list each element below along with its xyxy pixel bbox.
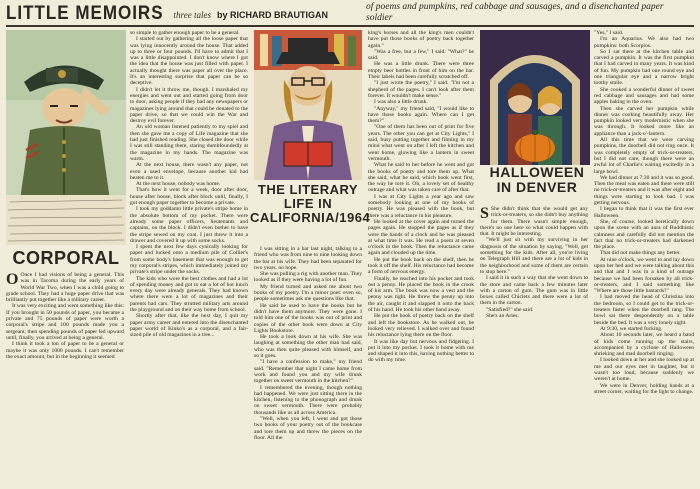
col4-para-6: All this time that we were carving pumpkins, the doorbell did not ring once. It was completely empty of trick-or-treaters, but I did not care, though there were an awful lot of Charlie's waiting excitedly in a large bowl. [594, 137, 694, 175]
header-deck: of poems and pumpkins, red cabbage and sausages, and a disenchanted paper soldier [366, 2, 664, 23]
col2-para-6: "I have a confession to make," my friend said. "Remember that night I came home from work and found you and my wife drunk together on sweet vermouth in the kitchen?" [254, 359, 362, 385]
col4-para-11: At nine o'clock, we went to and lay down upon her bed and we were talking about this and that and I was in a kind of outrage because we had been forsaken by all trick-or-treaters, and I said something like "Where are those little bastards?" [594, 256, 694, 295]
col1-para-5: At the next house, there wasn't any paper, not even a used envelope, because another kid had beaten me to it. [130, 162, 248, 181]
col4-para-13: At 9:30, we started fucking. [600, 325, 663, 332]
col3-para-13: He put the book of poetry back on the shelf and left the bookstore. As he walked out, he looked very relieved. I walked over and found his reluctance lying there on the floor. [368, 313, 474, 339]
col4-para-12: I had moved the head of Christina into the bedroom, so I could get to the trick-or-treaters faster when the doorbell rang. The bowl sat there despondently on a table beside the bed. It was a very lonely sight. [594, 294, 694, 326]
col4-para-4: She cooked a wonderful dinner of sweet red cabbage and sausages and had some apples baking in the oven. [594, 86, 694, 106]
col1-para-9: I spent the next few days cynically looking for paper and lucked onto a medium pile of Collier's from some body's basement that was enough to get my corporal's stripes, which immediately joined my private's stripe under the socks. [130, 244, 248, 276]
corporal-continued-column [130, 30, 248, 484]
literary-life-column-1 [254, 246, 362, 484]
col2-para-2: She was pulling a rig with another man. They looked as if they were having a lot of fun. [254, 271, 362, 284]
header-rule [6, 25, 694, 27]
col1-para-1: so simple to gather enough paper to be a general. [130, 30, 240, 36]
paper-soldier-illustration [6, 30, 126, 245]
col2-para-4: He said he used to have the books but he didn't have them anymore. They were gone. I told him one of the books was out of print and copies of the other book were down at City Lights Bookstore. [254, 302, 362, 334]
col3-para-2: "Was a free, but a few," I said. "What?" he said. [368, 48, 474, 62]
col1-para-4: An old woman listened patiently to my spiel and then she gave me a copy of Life magazine that she had just finished reading. She closed the door while I was still standing there, staring dumbfoundedly at the magazine in my hands. The magazine was warm. [130, 124, 248, 162]
halloween-column-1 [480, 206, 588, 484]
col3-para-3: He was a little drunk. There were three empty beer bottles in front of him on the bar. Their labels had been carefully scratched off. [368, 61, 474, 81]
page-header [6, 3, 328, 23]
col1-para-8: I took my goddamn little private's stripe home in the absolute bottom of my pocket. There were already some paper officers, lieutenants and captains, on the block. I didn't even bother to have the stripe sewed on my coat. I just threw it into a drawer and covered it up with some socks. [130, 206, 248, 244]
literary-life-title: THE LITERARY LIFE IN CALIFORNIA/1964 [250, 182, 371, 225]
col3-para-5: I was also a little drunk. [374, 99, 428, 106]
halloween-title: HALLOWEEN IN DENVER [489, 164, 585, 195]
halloween-para-5: She's an Aries. [486, 313, 519, 320]
col4-para-1: "Yes," I said. [594, 30, 624, 36]
col4-para-8: I began to think that it was the first ever Halloween. [594, 206, 694, 219]
col3-para-9: I was at City Lights a year ago and saw somebody looking at one of my books of poetry. He was pleased with the book, but there was a reluctance in his pleasure. [368, 193, 474, 219]
col1-para-10: The kids who wore the best clothes and had a lot of spending money and got to eat a lot of hot lunch every day were already generals. They had known where there were a lot of magazines and their parents had cars. They strutted military arts around the playground and on their way home from school. [130, 275, 248, 314]
halloween-para-3: I said it in such a way that she went down to the store and came back a few minutes later with a carton of gum. The gum was in little boxes called Chiclets and there were a lot of them in the carton. [480, 275, 588, 307]
col1-para-7: That's how it went for a week, door after door, house after house, block after block until, finally, I got enough paper together to become a private. [130, 187, 248, 207]
col4-para-9: She, of course, looked heretically down upon the scene with an aura of Buddhistic calmness and carefully did not mention the fact that no trick-or-treaters had darkened the place. [594, 218, 694, 251]
col4-para-2: I'm an Aquarius. We also had two pumpkins: both Scorpios. [594, 36, 694, 49]
corporal-para-1: Once I had visions of being a general. This was in Tacoma during the early years of World War Two, when I was a child going to grade school. They had a huge paper drive that was brilliantly put together like a military career. [6, 272, 124, 304]
col3-para-6: "Anyway," my friend said, "I would like to have those books again. Where can I get them?" [368, 105, 474, 125]
col3-para-14: It was like day but nervous and fidgeting. I put it into my pocket. I took it home with me and shaped it into this, having nothing better to do with my time. [368, 338, 474, 364]
article-subtitle: three tales [173, 10, 211, 20]
col4-para-10: That did not make things any better. [600, 250, 681, 257]
col2-para-1: I was sitting in a bar last night, talking to a friend who was from nine to nine looking down the bar at his wife. They had been separated for two years. no hope. [254, 246, 362, 271]
col4-para-3: So I sat there at the kitchen table and carved a pumpkin. It was the first pumpkin that I had carved in many years. It was kind of fun. My pumpkin had one round eye and one triangular eye and a narrow bright toothy smile. [594, 48, 694, 87]
col2-para-8: "Well, when you left, I went and got those two books of your poetry out of the bookcase and tore them up and threw the pieces on the floor. All the [254, 416, 362, 441]
col4-para-15: I looked down at her and she looked up at me and our eyes met in laughter, but it wasn't too loud, because suddenly we weren't at home. [594, 357, 694, 383]
author-byline: by RICHARD BRAUTIGAN [216, 10, 328, 20]
col3-para-10: He looked at the cover again and turned the pages again. He stopped the pages as if they were the hands of a clock and he was pleased at what time it was. He read a poem at seven o'clock in the book. Then the reluctance came again and clouded up the time. [368, 218, 474, 257]
col3-para-11: He put the book back on the shelf, then he took it off the shelf. His reluctance had become a form of nervous energy. [368, 256, 474, 276]
col3-para-7: "One of them has been out of print for five years. The other you can get at City Lights," I said, busy putting together and filming in my mind what went on after I left the kitchen and went home, glowing like a lantern in sweet vermouth. [368, 124, 474, 162]
drop-cap: O [6, 272, 19, 288]
pumpkin-couple-illustration [480, 30, 590, 165]
col3-para-12: Finally, he reached into his pocket and took out a penny. He placed the book in the crook of his arm. The book was now a vest and the penny was tight. He threw the penny up into the air, caught it and slapped it onto the back of his hand. He took his other hand away. [368, 275, 474, 314]
corporal-title: CORPORAL [12, 248, 120, 268]
col3-para-4: "I just wrote the poetry," I said. "I'm not a shepherd of the pages. I can't look after them forever. It wouldn't make sense." [368, 80, 474, 99]
corporal-column [6, 272, 124, 484]
corporal-para-3: I think it took a ton of paper to be a general or maybe it was only 1000 pounds. I can't remember the exact amount, but in the beginning it seemed [6, 341, 124, 360]
halloween-para-1: She didn't think that she would get any trick-or-treaters, so she didn't buy anything for them. There wasn't simple enough, there's no one here so what could happen with that. It might be interesting. [480, 206, 588, 238]
col3-para-1: king's horses and all the king's men couldn't have put those books of poetry back together again." [368, 30, 474, 49]
col4-para-16: We were in Denver, holding hands at a street corner, waiting for the light to change. [594, 382, 694, 395]
col2-para-7: I remembered the evening, though nothing had happened. We were just sitting there in the kitchen, listening to the phonograph and drunk on sweet vermouth. There were probably thousands like us all across America. [254, 384, 362, 416]
poet-illustration [254, 30, 362, 180]
drop-cap: S [480, 206, 489, 222]
article-title: LITTLE MEMOIRS [6, 1, 164, 24]
col1-para-11: Shortly after that, like the next day, I quit my paper army career and entered into the disenchanted paper world of Kinko's as a corporal, and a fair-sized pile of old magazines in a tree... [130, 313, 248, 339]
col2-para-5: He took a look down at his wife. She was laughing at something the other man had said, who was then quite pleased with himself, and so it goes. [254, 334, 362, 360]
col2-para-3: My friend turned and asked me about two books of my poetry. I'm a minor poet: even so, people sometimes ask me questions like that. [254, 283, 362, 303]
col4-para-7: We had dinner at 7:30 and it was so good. Then the meal was eaten and there were still no trick-or-treaters and it was after eight and things were starting to look bad. I was getting nervous. [594, 174, 694, 207]
halloween-para-4: "Satisfied?" she said. [486, 306, 534, 313]
col1-para-6: At the next house, nobody was home. [136, 181, 221, 188]
corporal-para-2: It was very exciting and went something like this: If you brought in 50 pounds of paper, you became a private and 75 pounds of paper were worth a corporal's stripe and 100 pounds made you a sergeant, then spending pounds of paper led upward until, finally, you arrived at being a general. [6, 303, 124, 341]
col1-para-2: I started out by gathering all the loose paper that was lying innocently around the house. That added up to three or four pounds. I'll have to admit that I was a little disappointed. I don't know where I got the idea that the house was just filled with paper. I actually thought there was paper all over the place. It's an interesting surprise that paper can be so deceptive. [130, 36, 248, 87]
halloween-para-2: "We'll just sit with my surviving in her diagnosis of the situation by saying, "Well, get something for the kids. After all, you're living on Telegraph Hill and there are a lot of kids in the neighborhood and some of them are certain to stop here." [480, 237, 588, 275]
col3-para-8: What he said to her before he went and got the books of poetry and tore them up. What she said, what he said, which book went first, the way he tore it. Oh, a lovely set of healthy outrage and what was taken care of after that. [368, 162, 474, 194]
literary-life-column-2 [368, 30, 474, 484]
col4-para-5: Then she carved her pumpkin while dinner was cooking beautifully away. Her pumpkin looked very modernistic when she was through. It looked more like an appliance than a jack-o'-lantern. [594, 105, 694, 137]
col1-para-3: I didn't let it throw me, though. I marshaled my energies and went out and started going from door to door, asking people if they had any newspapers or magazines lying around that could be donated to the paper drive, so that we could win the War and destroy evil forever. [130, 86, 248, 125]
halloween-column-2 [594, 30, 694, 484]
col4-para-14: About 10 seconds later, we heard a band of kids come running up the stairs, accompanied by a cyclone of Halloween shrieking and mad doorbell ringing. [594, 332, 694, 358]
